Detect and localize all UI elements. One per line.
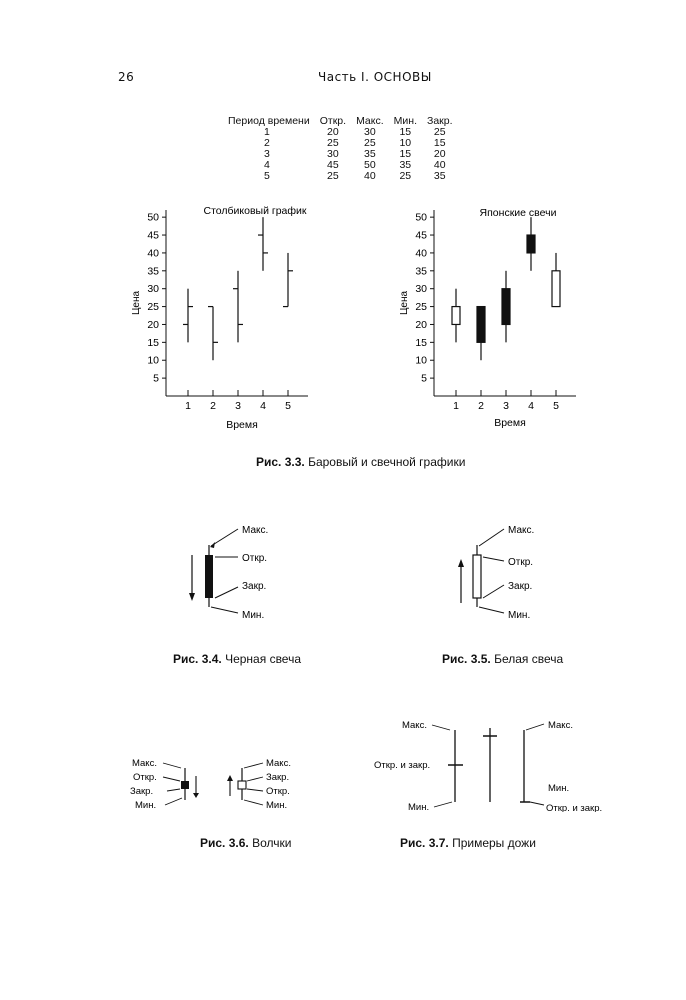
price-cell: 40 xyxy=(364,170,376,182)
y-tick-label: 20 xyxy=(415,318,427,331)
price-cell: 50 xyxy=(364,159,376,171)
label-low: Мин. xyxy=(508,610,531,621)
y-tick-label: 5 xyxy=(153,372,159,385)
label-open: Закр. xyxy=(508,581,533,592)
price-cell: 30 xyxy=(327,148,339,160)
x-axis-label: Время xyxy=(494,417,526,429)
y-tick-label: 35 xyxy=(415,265,427,278)
up-arrow-icon xyxy=(227,775,233,781)
price-cell: 25 xyxy=(399,170,412,182)
table-header: Мин. xyxy=(393,115,417,127)
label-open-close: Откр. и закр. xyxy=(374,760,431,771)
label-high: Макс. xyxy=(508,525,535,536)
price-cell: 35 xyxy=(364,148,376,160)
y-tick-label: 40 xyxy=(147,247,159,260)
leader-line xyxy=(211,607,238,613)
y-tick-label: 50 xyxy=(147,211,159,224)
label-open-close: Откр. и закр. xyxy=(546,803,603,812)
doji-figure xyxy=(372,712,622,812)
leader-line xyxy=(167,789,180,791)
price-cell: 25 xyxy=(433,126,446,138)
label-low: Мин. xyxy=(242,610,265,621)
period-cell: 5 xyxy=(263,170,270,182)
table-row xyxy=(228,127,458,138)
candle-body-white xyxy=(238,781,246,789)
table-header: Откр. xyxy=(319,115,347,127)
leader-line xyxy=(244,800,263,805)
x-tick-label: 4 xyxy=(528,400,534,412)
arrow-head xyxy=(210,542,215,548)
leader-line xyxy=(434,802,452,807)
table-row xyxy=(228,149,458,160)
leader-line xyxy=(244,763,263,768)
leader-line xyxy=(211,529,238,546)
candle-body-black xyxy=(181,781,189,789)
x-axis-label: Время xyxy=(226,419,258,431)
black-candle-figure xyxy=(180,515,300,625)
label-close: Откр. xyxy=(508,557,534,568)
y-tick-label: 25 xyxy=(415,301,427,314)
period-cell: 4 xyxy=(263,159,270,171)
label-open: Откр. xyxy=(242,553,268,564)
leader-line xyxy=(432,725,450,730)
label-low: Мин. xyxy=(135,800,157,811)
label-open: Откр. xyxy=(266,786,290,797)
leader-line xyxy=(215,587,238,598)
figure-caption-3-7: Рис. 3.7. Примеры дожи xyxy=(400,836,536,850)
price-cell: 40 xyxy=(433,159,446,171)
leader-line xyxy=(530,802,544,805)
label-high: Макс. xyxy=(132,758,157,769)
label-low: Мин. xyxy=(266,800,288,811)
period-cell: 1 xyxy=(263,126,270,138)
y-tick-label: 10 xyxy=(147,354,159,367)
price-cell: 20 xyxy=(327,126,339,138)
y-axis-label: Цена xyxy=(399,290,410,316)
running-title: Часть I. ОСНОВЫ xyxy=(318,70,432,84)
candlestick-chart xyxy=(398,200,588,440)
leader-line xyxy=(247,789,263,791)
figure-caption-3-3: Рис. 3.3. Баровый и свечной графики xyxy=(256,455,466,469)
price-cell: 15 xyxy=(399,148,412,160)
figure-caption-3-5: Рис. 3.5. Белая свеча xyxy=(442,652,564,666)
y-tick-label: 40 xyxy=(415,247,427,260)
leader-line xyxy=(479,607,504,613)
leader-line xyxy=(483,557,504,561)
x-tick-label: 3 xyxy=(503,400,509,412)
price-cell: 20 xyxy=(433,148,446,160)
label-low: Мин. xyxy=(548,783,570,794)
label-close: Закр. xyxy=(266,772,290,783)
down-arrow-icon xyxy=(193,793,199,798)
price-table xyxy=(228,116,458,182)
chart-title: Столбиковый график xyxy=(203,205,307,217)
price-cell: 15 xyxy=(433,137,446,149)
figure-caption-3-4: Рис. 3.4. Черная свеча xyxy=(173,652,302,666)
table-row xyxy=(228,138,458,149)
label-high: Макс. xyxy=(266,758,291,769)
x-tick-label: 5 xyxy=(285,400,291,412)
y-tick-label: 25 xyxy=(147,301,159,314)
label-high: Макс. xyxy=(402,720,427,731)
price-cell: 15 xyxy=(399,126,412,138)
price-cell: 45 xyxy=(327,159,339,171)
leader-line xyxy=(479,529,504,546)
x-tick-label: 2 xyxy=(210,400,216,412)
price-cell: 25 xyxy=(327,170,339,182)
y-axis-label: Цена xyxy=(131,290,142,316)
x-tick-label: 1 xyxy=(453,400,459,412)
candle-body-black xyxy=(477,307,485,343)
chart-title: Японские свечи xyxy=(479,207,557,219)
price-cell: 35 xyxy=(433,170,446,182)
label-open: Откр. xyxy=(133,772,157,783)
candle-body-black xyxy=(502,289,510,325)
up-arrow-icon xyxy=(458,559,464,567)
candle-body-white xyxy=(473,555,481,598)
price-cell: 10 xyxy=(399,137,412,149)
down-arrow-icon xyxy=(189,593,195,601)
label-high: Макс. xyxy=(548,720,573,731)
candle-body-white xyxy=(552,271,560,307)
x-tick-label: 4 xyxy=(260,400,266,412)
y-tick-label: 50 xyxy=(415,211,427,224)
x-tick-label: 2 xyxy=(478,400,484,412)
table-header: Закр. xyxy=(426,115,453,127)
period-cell: 3 xyxy=(263,148,270,160)
leader-line xyxy=(247,777,263,781)
y-tick-label: 30 xyxy=(147,283,159,296)
table-row xyxy=(228,171,458,182)
y-tick-label: 45 xyxy=(147,229,159,242)
y-tick-label: 45 xyxy=(415,229,427,242)
leader-line xyxy=(165,798,182,805)
period-cell: 2 xyxy=(263,137,270,149)
bar-chart xyxy=(130,200,320,440)
y-tick-label: 30 xyxy=(415,283,427,296)
price-cell: 25 xyxy=(364,137,376,149)
leader-line xyxy=(163,763,181,768)
price-cell: 30 xyxy=(364,126,376,138)
table-header: Макс. xyxy=(356,115,384,127)
y-tick-label: 35 xyxy=(147,265,159,278)
candle-body-black xyxy=(527,235,535,253)
y-tick-label: 15 xyxy=(415,336,427,349)
label-low: Мин. xyxy=(408,802,430,812)
candle-body-black xyxy=(205,555,213,598)
table-header-row xyxy=(228,116,458,127)
label-close: Закр. xyxy=(130,786,154,797)
table-row xyxy=(228,160,458,171)
candle-body-white xyxy=(452,307,460,325)
price-cell: 25 xyxy=(327,137,339,149)
y-tick-label: 5 xyxy=(421,372,427,385)
leader-line xyxy=(526,724,544,730)
price-cell: 35 xyxy=(399,159,412,171)
leader-line xyxy=(483,585,504,598)
leader-line xyxy=(163,777,180,781)
x-tick-label: 1 xyxy=(185,400,191,412)
y-tick-label: 15 xyxy=(147,336,159,349)
x-tick-label: 3 xyxy=(235,400,241,412)
y-tick-label: 20 xyxy=(147,318,159,331)
label-close: Закр. xyxy=(242,581,267,592)
label-high: Макс. xyxy=(242,525,269,536)
x-tick-label: 5 xyxy=(553,400,559,412)
table-body xyxy=(228,127,458,182)
white-candle-figure xyxy=(448,515,568,625)
figure-caption-3-6: Рис. 3.6. Волчки xyxy=(200,836,292,850)
y-tick-label: 10 xyxy=(415,354,427,367)
page-number: 26 xyxy=(118,70,135,84)
table-header: Период времени xyxy=(228,115,310,127)
spinning-tops-figure xyxy=(125,752,340,812)
